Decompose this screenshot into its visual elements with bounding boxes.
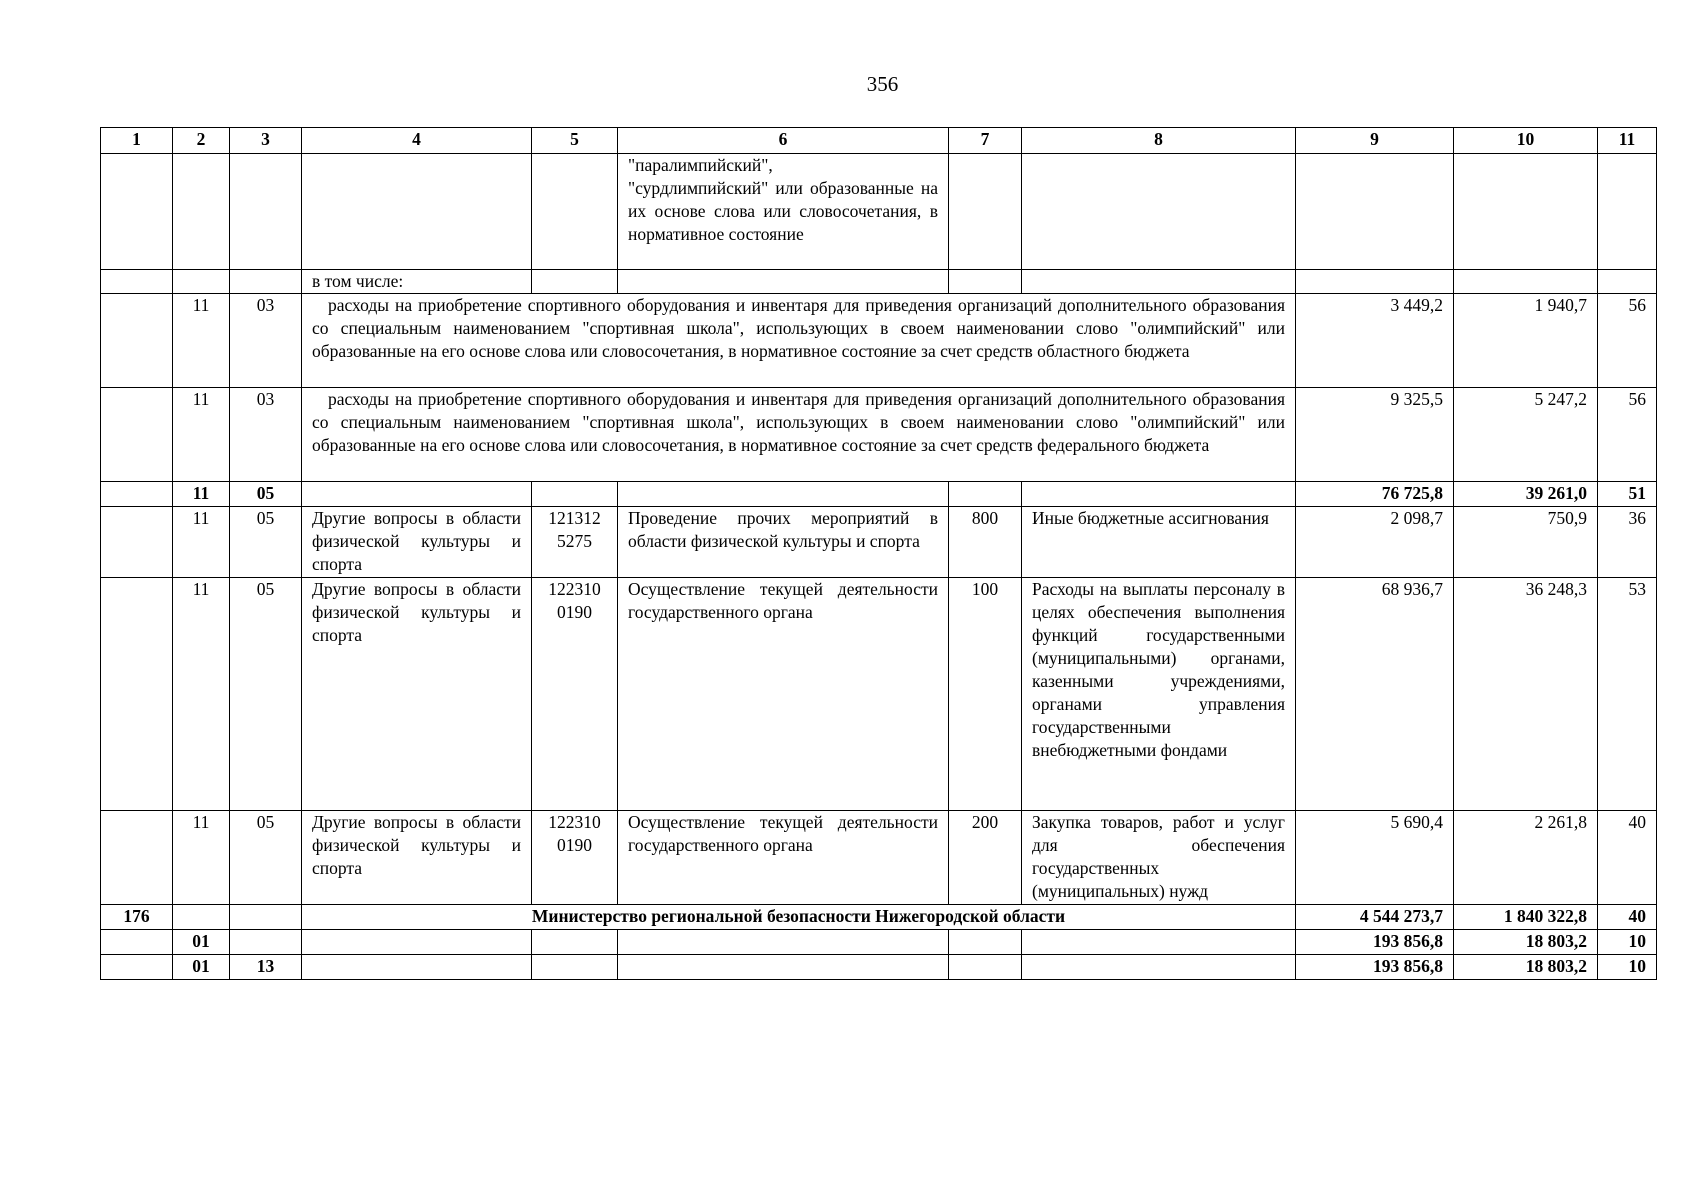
cell-plan: 5 690,4 xyxy=(1296,811,1454,905)
cell-expense-type: 100 xyxy=(949,578,1022,811)
cell-subsection: 03 xyxy=(230,388,302,482)
cell-actual: 18 803,2 xyxy=(1454,930,1598,955)
cell-percent: 51 xyxy=(1598,482,1657,507)
cell-subsection: 03 xyxy=(230,294,302,388)
cell-event-name: "паралимпийский", "сурдлимпийский" или образованные на их основе слова или словосочетания, в нормативное состояние xyxy=(618,154,949,270)
header-col-1: 1 xyxy=(101,128,173,154)
cell-plan: 3 449,2 xyxy=(1296,294,1454,388)
cell-section: 11 xyxy=(173,294,230,388)
cell-percent: 40 xyxy=(1598,811,1657,905)
cell-section: 01 xyxy=(173,955,230,980)
cell-percent: 56 xyxy=(1598,388,1657,482)
cell-subsection: 05 xyxy=(230,578,302,811)
cell-target-article: 122310 0190 xyxy=(532,578,618,811)
cell-ministry-code: 176 xyxy=(101,905,173,930)
table-row xyxy=(101,955,1657,980)
budget-table xyxy=(100,127,1657,980)
cell-plan: 68 936,7 xyxy=(1296,578,1454,811)
table-row xyxy=(101,388,1657,482)
cell-percent: 56 xyxy=(1598,294,1657,388)
cell-percent: 40 xyxy=(1598,905,1657,930)
page-number: 356 xyxy=(866,72,899,96)
header-col-2: 2 xyxy=(173,128,230,154)
cell-percent: 10 xyxy=(1598,955,1657,980)
cell-subsection-name: Другие вопросы в области физической культуры и спорта xyxy=(302,811,532,905)
cell-section: 01 xyxy=(173,930,230,955)
table-row xyxy=(101,507,1657,578)
cell-subsection: 13 xyxy=(230,955,302,980)
cell-actual: 36 248,3 xyxy=(1454,578,1598,811)
cell-subsection: 05 xyxy=(230,482,302,507)
table-row xyxy=(101,578,1657,811)
header-col-10: 10 xyxy=(1454,128,1598,154)
cell-target-article: 121312 5275 xyxy=(532,507,618,578)
header-col-9: 9 xyxy=(1296,128,1454,154)
cell-section: 11 xyxy=(173,507,230,578)
cell-plan: 9 325,5 xyxy=(1296,388,1454,482)
cell-percent: 36 xyxy=(1598,507,1657,578)
cell-expense-type: 800 xyxy=(949,507,1022,578)
cell-actual: 2 261,8 xyxy=(1454,811,1598,905)
cell-expense-type: 200 xyxy=(949,811,1022,905)
cell-description: расходы на приобретение спортивного оборудования и инвентаря для приведения организаций дополнительного образования со специальным наименованием "спортивная школа", использующих в своем наименовании слово "олимпийский" или образованные на его основе слова или словосочетания, в нормативное состояние за счет средств областного бюджета xyxy=(302,294,1296,388)
table-row xyxy=(101,270,1657,294)
cell-section: 11 xyxy=(173,482,230,507)
cell-actual: 750,9 xyxy=(1454,507,1598,578)
cell-percent: 10 xyxy=(1598,930,1657,955)
cell-expense-type-name: Иные бюджетные ассигнования xyxy=(1022,507,1296,578)
cell-description: расходы на приобретение спортивного оборудования и инвентаря для приведения организаций дополнительного образования со специальным наименованием "спортивная школа", использующих в своем наименовании слово "олимпийский" или образованные на его основе слова или словосочетания, в нормативное состояние за счет средств федерального бюджета xyxy=(302,388,1296,482)
cell-section: 11 xyxy=(173,388,230,482)
cell-actual: 18 803,2 xyxy=(1454,955,1598,980)
table-row xyxy=(101,811,1657,905)
header-col-5: 5 xyxy=(532,128,618,154)
header-col-7: 7 xyxy=(949,128,1022,154)
cell-expense-type-name: Расходы на выплаты персоналу в целях обеспечения выполнения функций государственными (муниципальными) органами, казенными учреждениями, органами управления государственными внебюджетными фондами xyxy=(1022,578,1296,811)
cell-target-name: Проведение прочих мероприятий в области физической культуры и спорта xyxy=(618,507,949,578)
cell-subsection-name: Другие вопросы в области физической культуры и спорта xyxy=(302,578,532,811)
cell-actual: 1 840 322,8 xyxy=(1454,905,1598,930)
header-col-11: 11 xyxy=(1598,128,1657,154)
cell-plan: 193 856,8 xyxy=(1296,955,1454,980)
cell-subsection-name: Другие вопросы в области физической культуры и спорта xyxy=(302,507,532,578)
cell-section: 11 xyxy=(173,811,230,905)
cell-subsection: 05 xyxy=(230,507,302,578)
header-col-6: 6 xyxy=(618,128,949,154)
cell-plan: 2 098,7 xyxy=(1296,507,1454,578)
cell-plan: 76 725,8 xyxy=(1296,482,1454,507)
cell-target-name: Осуществление текущей деятельности государственного органа xyxy=(618,578,949,811)
cell-expense-type-name: Закупка товаров, работ и услуг для обеспечения государственных (муниципальных) нужд xyxy=(1022,811,1296,905)
cell-plan: 193 856,8 xyxy=(1296,930,1454,955)
table-row xyxy=(101,154,1657,270)
cell-percent: 53 xyxy=(1598,578,1657,811)
cell-actual: 39 261,0 xyxy=(1454,482,1598,507)
cell-target-name: Осуществление текущей деятельности государственного органа xyxy=(618,811,949,905)
cell-actual: 1 940,7 xyxy=(1454,294,1598,388)
cell-target-article: 122310 0190 xyxy=(532,811,618,905)
table-row xyxy=(101,294,1657,388)
header-col-4: 4 xyxy=(302,128,532,154)
header-col-3: 3 xyxy=(230,128,302,154)
table-row xyxy=(101,905,1657,930)
cell-ministry-name: Министерство региональной безопасности Нижегородской области xyxy=(302,905,1296,930)
cell-plan: 4 544 273,7 xyxy=(1296,905,1454,930)
cell-subsection: 05 xyxy=(230,811,302,905)
cell-actual: 5 247,2 xyxy=(1454,388,1598,482)
table-row xyxy=(101,482,1657,507)
header-col-8: 8 xyxy=(1022,128,1296,154)
table-row xyxy=(101,930,1657,955)
cell-including-label: в том числе: xyxy=(302,270,532,294)
header-row xyxy=(101,128,1657,154)
cell-section: 11 xyxy=(173,578,230,811)
